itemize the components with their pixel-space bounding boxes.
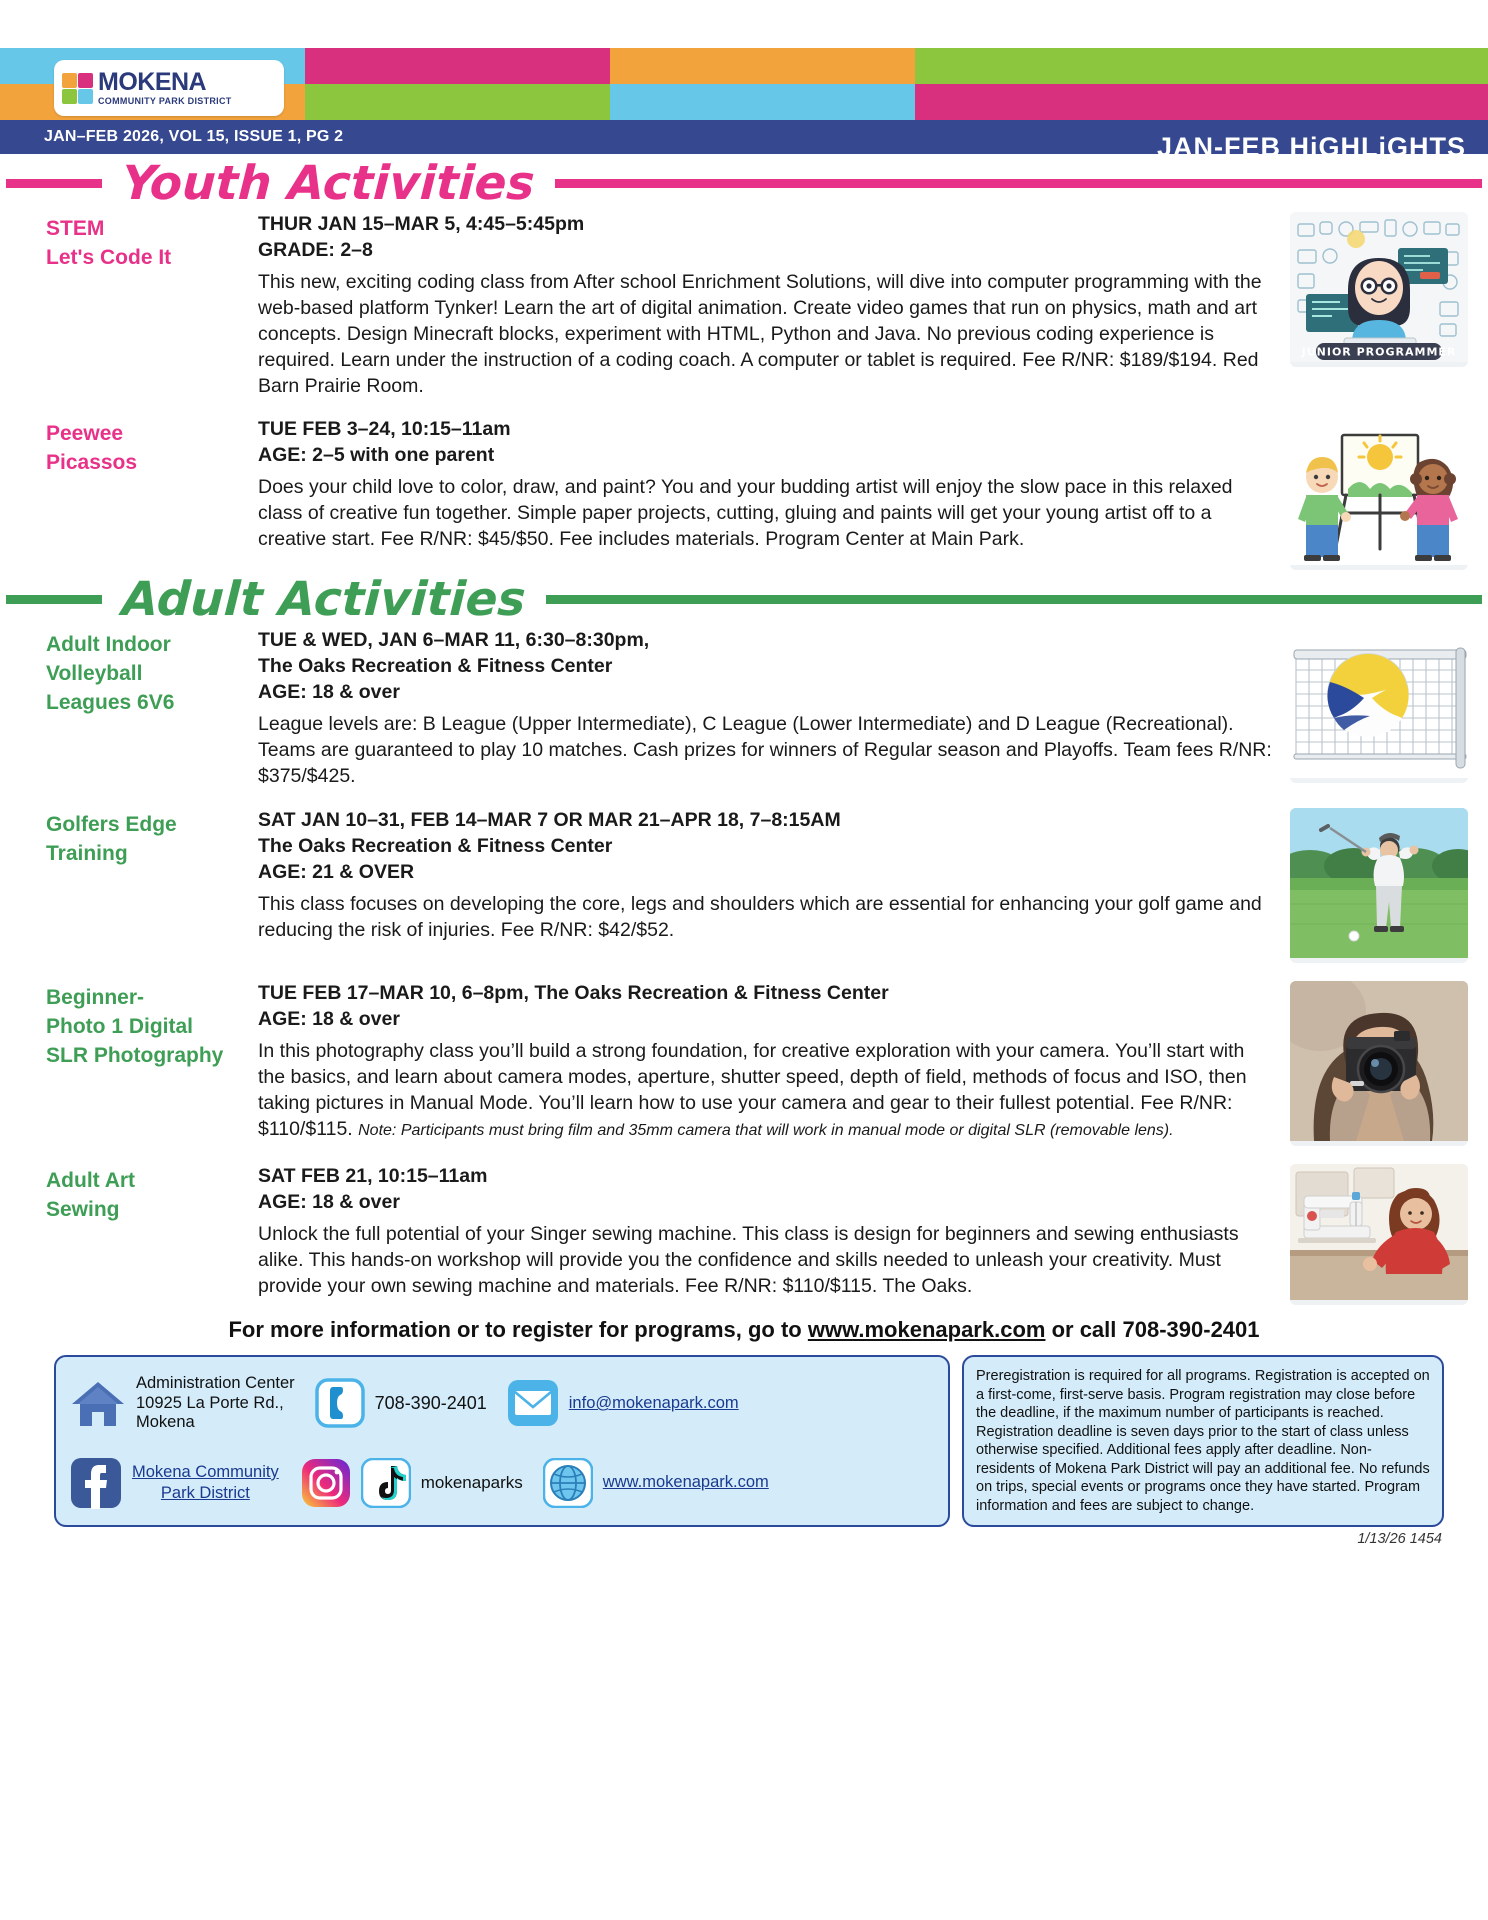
phone-number: 708-390-2401 — [374, 1392, 487, 1413]
svg-text:JUNIOR PROGRAMMER: JUNIOR PROGRAMMER — [1301, 345, 1457, 359]
activity-meta-line: TUE & WED, JAN 6–MAR 11, 6:30–8:30pm, — [258, 629, 650, 652]
logo-tile-pink — [78, 73, 93, 88]
activity-name-line: Sewing — [46, 1197, 120, 1221]
activity-description: League levels are: B League (Upper Intermediate), C League (Lower Intermediate) and D League (Recreational). Teams are guaranteed to play 10 matches. Cash prizes for winners of Regular season and Playoffs. Team fees R/NR: $375/$425. — [258, 713, 1272, 788]
activity-body — [258, 981, 1282, 1143]
activity-row — [0, 1164, 1488, 1305]
activity-row — [0, 981, 1488, 1146]
activity-meta-line: The Oaks Recreation & Fitness Center — [258, 834, 613, 857]
activity-schedule — [258, 808, 1272, 886]
activity-meta-line: AGE: 21 & OVER — [258, 860, 415, 883]
register-website-link[interactable]: www.mokenapark.com — [807, 1316, 1046, 1342]
activity-image — [1290, 417, 1468, 570]
activity-image — [1290, 212, 1468, 367]
activity-body — [258, 808, 1282, 944]
band-bottom-3 — [610, 84, 915, 120]
activity-meta-line: GRADE: 2–8 — [258, 238, 373, 261]
activity-schedule — [258, 981, 1272, 1033]
kids-painting-easel-illustration — [1290, 417, 1468, 570]
activity-schedule — [258, 628, 1272, 706]
logo-tile-green — [62, 89, 77, 104]
activity-name-line: Picassos — [46, 451, 138, 475]
activity-name-line: Training — [46, 841, 128, 865]
activity-description: In this photography class you’ll build a strong foundation, for creative exploration with your camera. You’ll start with the basics, and learn about camera modes, aperture, shutter speed, depth of field, methods of focus and ISO, then taking pictures in Manual Mode. You’ll learn how to use your camera and gear to their fullest potential. Fee R/NR: $110/$115. Note: Participants must bring film and 35mm camera that will work in manual mode or digital SLR (removable lens). — [258, 1039, 1247, 1140]
activity-name-line: Adult Indoor — [46, 633, 171, 657]
contact-box — [54, 1355, 950, 1527]
activity-row — [0, 628, 1488, 790]
contact-row-social — [70, 1457, 934, 1509]
email-icon — [507, 1379, 559, 1427]
activity-image — [1290, 628, 1468, 783]
logo-name: MOKENA — [98, 68, 207, 96]
band-bottom-2 — [305, 84, 610, 120]
section-rule-left — [6, 595, 102, 604]
golfer-swinging-photo — [1290, 808, 1468, 963]
activity-title — [46, 417, 258, 478]
activity-body — [258, 628, 1282, 790]
activity-image — [1290, 1164, 1468, 1305]
activity-row — [0, 417, 1488, 570]
activity-body — [258, 1164, 1282, 1300]
issue-text: JAN–FEB 2026, VOL 15, ISSUE 1, PG 2 — [44, 128, 344, 145]
activity-meta-line: AGE: 2–5 with one parent — [258, 444, 495, 467]
section-title-adult — [0, 570, 1488, 628]
junior-programmer-illustration — [1290, 212, 1468, 367]
facebook-link[interactable]: Mokena Community Park District — [132, 1462, 279, 1502]
instagram-icon[interactable] — [301, 1458, 351, 1508]
globe-icon — [543, 1458, 593, 1508]
band-top-3 — [610, 48, 915, 84]
phone-icon — [315, 1378, 365, 1428]
activity-image — [1290, 981, 1468, 1146]
social-handle: mokenaparks — [420, 1472, 523, 1492]
logo-subtitle: COMMUNITY PARK DISTRICT — [98, 96, 232, 106]
home-icon — [70, 1378, 126, 1428]
logo-tile-blue — [78, 89, 93, 104]
activity-name-line: STEM — [46, 217, 105, 240]
activity-name-line: SLR Photography — [46, 1043, 224, 1067]
preregistration-notice: Preregistration is required for all programs. Registration is accepted on a first-come, first-serve basis. Program registration may close before the deadline, if the maximum number of participants is reached. Registration deadline is seven days prior to the start of class unless otherwise specified. Additional fees apply after deadline. Non-residents of Mokena Park District will pay an additional fee. No refunds on trips, special events or programs once they have started. Program information and fees are subject to change. — [962, 1355, 1444, 1527]
activity-title — [46, 808, 258, 869]
activity-meta-line: THUR JAN 15–MAR 5, 4:45–5:45pm — [258, 213, 585, 235]
activity-meta-line: TUE FEB 17–MAR 10, 6–8pm, The Oaks Recreation & Fitness Center — [258, 981, 889, 1004]
activity-row — [0, 808, 1488, 963]
activity-title — [46, 981, 258, 1071]
logo-icon-grid — [62, 73, 93, 104]
activity-meta-line: AGE: 18 & over — [258, 1190, 400, 1213]
activity-description: This class focuses on developing the core, legs and shoulders which are essential for enhancing your golf game and reducing the risk of injuries. Fee R/NR: $42/$52. — [258, 892, 1262, 941]
highlights-label: JAN-FEB HiGHLiGHTS — [1156, 132, 1466, 162]
activity-image — [1290, 808, 1468, 963]
band-top-2 — [305, 48, 610, 84]
contact-row-primary — [70, 1374, 934, 1433]
register-pretext: For more information or to register for programs, go to — [228, 1316, 808, 1342]
activity-title — [46, 212, 258, 273]
website-link[interactable]: www.mokenapark.com — [602, 1473, 769, 1492]
email-link[interactable]: info@mokenapark.com — [568, 1394, 739, 1413]
newsletter-content — [0, 154, 1488, 1547]
address-text: Administration Center 10925 La Porte Rd., Mokena — [136, 1373, 295, 1432]
register-posttext: or call 708-390-2401 — [1045, 1316, 1260, 1342]
mokena-park-district-logo — [54, 60, 284, 116]
activity-name-line: Photo 1 Digital — [46, 1014, 193, 1038]
activity-meta-line: TUE FEB 3–24, 10:15–11am — [258, 418, 511, 441]
activity-name-line: Golfers Edge — [46, 812, 177, 836]
footer — [0, 1343, 1488, 1527]
activity-title — [46, 628, 258, 718]
register-line — [0, 1317, 1488, 1343]
activity-schedule — [258, 212, 1272, 264]
activity-row — [0, 212, 1488, 399]
activity-schedule — [258, 1164, 1272, 1216]
revision-stamp: 1/13/26 1454 — [1357, 1531, 1442, 1548]
activity-name-line: Leagues 6V6 — [46, 691, 175, 715]
activity-body — [258, 212, 1282, 399]
volleyball-net-illustration — [1290, 628, 1468, 783]
activity-meta-line: AGE: 18 & over — [258, 681, 400, 704]
activity-description: This new, exciting coding class from After school Enrichment Solutions, will dive into computer programming with the web-based platform Tynker! Learn the art of digital animation. Create video games that run on physics, math and art concepts. Design Minecraft blocks, experiment with HTML, Python and Java. No previous coding experience is required. Learn under the instruction of a coding coach. A computer or tablet is required. Fee R/NR: $189/$194. Red Barn Prairie Room. — [258, 270, 1262, 397]
section-rule-left — [6, 179, 102, 188]
activity-body — [258, 417, 1282, 553]
section-heading-text: Adult Activities — [120, 571, 527, 627]
woman-sewing-machine-photo — [1290, 1164, 1468, 1305]
section-heading-text: Youth Activities — [120, 155, 537, 211]
band-top-4 — [915, 48, 1488, 84]
activity-name-line: Adult Art — [46, 1168, 136, 1192]
tiktok-icon[interactable] — [361, 1458, 411, 1508]
section-rule-right — [555, 179, 1482, 188]
activity-meta-line: SAT JAN 10–31, FEB 14–MAR 7 OR MAR 21–APR 18, 7–8:15AM — [258, 808, 841, 831]
activity-description: Does your child love to color, draw, and paint? You and your budding artist will enjoy the slow pace in this relaxed class of creative fun together. Simple paper projects, cutting, gluing and paints will get your young artist off to a creative start. Fee R/NR: $45/$50. Fee includes materials. Program Center at Main Park. — [258, 476, 1233, 551]
activity-meta-line: SAT FEB 21, 10:15–11am — [258, 1164, 488, 1187]
logo-tile-orange — [62, 73, 77, 88]
woman-with-camera-photo — [1290, 981, 1468, 1146]
activity-description: Unlock the full potential of your Singer sewing machine. This class is design for beginners and sewing enthusiasts alike. This hands-on workshop will provide you the confidence and skills needed to unleash your creativity. Must provide your own sewing machine and materials. Fee R/NR: $110/$115. The Oaks. — [258, 1222, 1239, 1297]
activity-name-line: Let's Code It — [46, 245, 172, 269]
activity-note: Note: Participants must bring film and 35mm camera that will work in manual mode or digital SLR (removable lens). — [358, 1121, 1174, 1139]
band-bottom-4 — [915, 84, 1488, 120]
activity-name-line: Volleyball — [46, 662, 143, 686]
activity-title — [46, 1164, 258, 1225]
activity-meta-line: The Oaks Recreation & Fitness Center — [258, 655, 613, 678]
activity-name-line: Beginner- — [46, 985, 145, 1009]
section-rule-right — [546, 595, 1482, 604]
activity-schedule — [258, 417, 1272, 469]
facebook-icon[interactable] — [70, 1457, 122, 1509]
activity-name-line: Peewee — [46, 422, 124, 446]
activity-meta-line: AGE: 18 & over — [258, 1007, 400, 1030]
